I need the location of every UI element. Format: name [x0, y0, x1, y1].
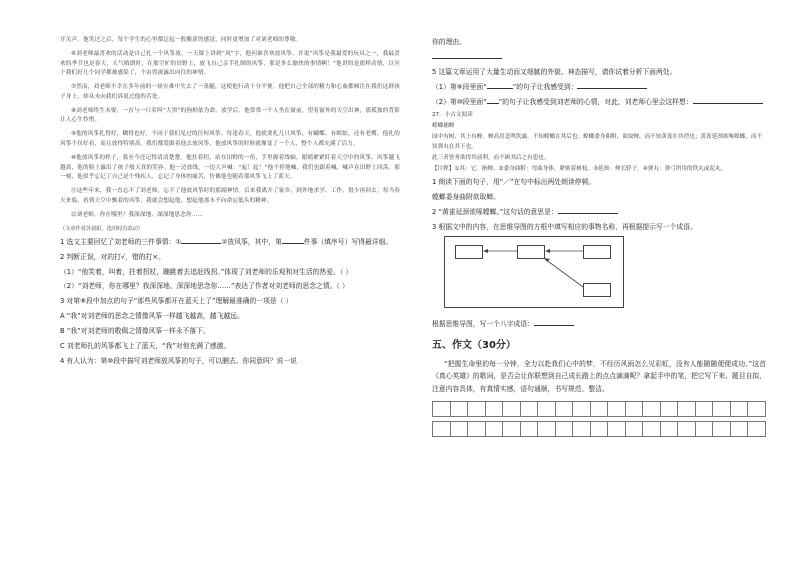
passage-paragraph: ⑩他放风筝的样子，我至今还记得清清楚楚。他拄着拐，站在田野的一角，手里握着线轴，眼睛紧紧盯着天空中的风筝。风筝越飞越高，他的脸上露出了孩子般天真的笑容。他一边放线，一边大声喊：“起！起！”他不停地喊，我们也跟着喊，喊声在田野上回荡。那一刻，他似乎忘记了自己是个残疾人，忘记了身体的痛苦，仿佛他也随着那风筝飞上了蓝天。	[60, 154, 400, 181]
question-2-item-2: （2）“刘老师，你在哪里？我深深地、深深地思念你……”表达了作者对刘老师的思念之情。（ ）	[60, 282, 349, 291]
question-3: 3 对第⑧段中加点的句子“那些风筝都开在蓝天上了”理解最准确的一项是（ ）	[60, 297, 293, 306]
classical-text: 此三者皆务欲得其前利，而不顾其后之有患也。	[432, 154, 550, 161]
passage-paragraph: ⑫刘老师，你在哪里？我深深地、深深地思念你……	[71, 211, 204, 218]
arrow	[545, 259, 583, 287]
right-column	[432, 36, 766, 437]
answer-blank[interactable]	[577, 81, 647, 89]
passage-paragraph: ⑪这些年来，我一直忘不了刘老师，忘不了他放风筝时的那副神情。后来我离开了家乡，到外地求学、工作，很少再回去。每当春天来临，看到天空中飘着的风筝，我就会想起他，想起他那永不向命运低头的精神。	[60, 188, 400, 204]
classical-notes: 【注释】①其：它，指蝉。②委身曲附：弯曲身体，紧贴着树枝。③延颈：伸长脖子。④弹丸：弹弓所用的铁丸或泥丸。	[432, 166, 727, 173]
question-2: 2 判断正误，对的打√，错的打×。	[60, 252, 165, 261]
passage-paragraph: ⑦然而，刘老师不幸在多年前的一场灾难中失去了一条腿，这使他行动十分不便。他把自己全部的精力和心血都倾注在我们这群孩子身上，却从未向我们诉说过他的苦处。	[60, 84, 400, 100]
composition-prompt: “把握生命里的每一分钟，全力以赴我们心中的梦，不经历风雨怎么见彩虹，没有人能随随便便成功。”这首《真心英雄》的歌词，是否会让你联想到自己成长路上的点点滴滴呢？拿起手中的笔，把它写下来。题目自拟，注意内容具体，有真情实感，语句通顺，书写规范、整洁。	[432, 359, 766, 393]
writing-grid[interactable]	[432, 401, 766, 437]
answer-blank[interactable]	[487, 81, 513, 89]
question-5-item-1	[432, 81, 766, 94]
question-5-item-2	[432, 96, 766, 109]
question-1-text-c: 件事（填序号）写得最详细。	[303, 237, 393, 246]
classical-question-3: 3 根据文中的内容，在思维导图的方框中填写相应的事物名称，再根据提示写一个成语。	[432, 222, 697, 231]
answer-blank[interactable]	[487, 96, 499, 104]
classical-title: 螳螂捕蝉	[432, 123, 455, 130]
answer-blank[interactable]	[558, 206, 618, 214]
question-3-option-a: A “我”对刘老师的思念之情像风筝一样越飞越高，越飞越远。	[60, 312, 244, 321]
question-5-item-1-text-b: ”的句子让我感受到：	[512, 82, 578, 91]
question-3-option-b: B “我”对刘老师的敬佩之情像风筝一样永不落下。	[60, 327, 210, 336]
classical-question-3-idiom	[432, 318, 766, 331]
question-4: 4 有人认为：第⑩段中描写刘老师放风筝的句子，可以删去。你同意吗？说一说	[60, 356, 297, 365]
classical-question-1-sentence: 螳螂委身曲附欲取蝉。	[432, 193, 500, 202]
question-5-item-1-text-a: （1）第⑥段里面“	[432, 82, 487, 91]
passage-paragraph: ⑥刘老师最喜欢的活动是自己扎一个风筝放。一天课上讲到“风”字，他问谁喜欢放风筝，并说“风筝是我最爱的玩具之一，我最喜欢的季节也是春天，天气晴朗时，在那空旷的田野上，放飞自己亲手扎制的风筝，那是多么愉快的事情啊！”他讲的是那样动情，以至于我们好几个同学都被感染了，不由得流露出向往的神情。	[60, 50, 400, 77]
classical-question-2-text: 2 “黄雀延颈欲啄螳螂。”这句话的意思是：	[432, 208, 558, 217]
passage-paragraph: ⑧刘老师终生未娶，一直与一只名叫“大黑”的狗相依为命。放学后，他常常一个人坐在窗前，望着窗外的天空出神，那孤独的背影让人心生怜惜。	[60, 107, 400, 124]
classical-question-2	[432, 206, 766, 219]
question-5-item-2-text-b: ”的句子让我感受到刘老师的心情，对此，刘老师心里会这样想：	[498, 97, 693, 106]
question-1-text-a: 1 选文主要回忆了刘老师的三件事情：①	[60, 237, 182, 246]
question-4-answer-line	[432, 51, 766, 64]
answer-blank[interactable]	[693, 96, 763, 104]
classical-question-3-idiom-text: 根据思维导图，写一个八字成语：	[432, 320, 534, 329]
answer-blank[interactable]	[181, 236, 221, 244]
question-4-continued: 你的理由。	[432, 38, 466, 46]
classical-question-1: 1 朗读下面的句子，用“／”在句中标出两处朗读停顿。	[432, 178, 596, 187]
arrow-head	[544, 258, 550, 262]
arrow-head	[483, 249, 488, 253]
mind-map-arrows	[445, 237, 623, 307]
question-1-text-b: ②放风筝，其中，第	[221, 237, 282, 246]
question-1	[60, 236, 400, 249]
passage-paragraph: 开关声。他笑过之后，每个学生的心里都泛起一股酸涩的感觉，同时更增加了对刘老师的尊敬。	[60, 37, 302, 43]
answer-blank[interactable]	[282, 236, 304, 244]
passage-paragraph: ⑨他的风筝扎得好，糊得也好，不同于我们见过的任何风筝。每逢春天，他就要扎几只风筝，有蝴蝶、有蜈蚣，还有老鹰。他扎的风筝不仅好看，而且放得特别高。我们都爱跟着他去放风筝，他放风筝的时候就像变了一个人，整个人都充满了活力。	[60, 131, 400, 148]
composition-heading: 五、作文（30分）	[432, 339, 516, 351]
question-3-option-c: C 刘老师扎的风筝都飞上了蓝天，“我”对他充满了感激。	[60, 341, 231, 350]
classical-text: 园中有树，其上有蝉。蝉高居悲鸣饮露，不知螳螂在其后也；螳螂委身曲附，欲取蝉，而不知黄雀在其傍也；黄雀延颈欲啄螳螂，而不知弹丸在其下也。	[432, 134, 763, 150]
question-2-item-1: （1）“他笑着，叫着，拄着拐杖，蹦跳着去追赶线拐。”体现了刘老师的乐观和对生活的热爱。（ ）	[60, 267, 353, 276]
passage-source: （文章作者苏叔阳，选用时有改动）	[60, 225, 144, 232]
mind-map-diagram	[444, 236, 624, 308]
section-27-heading: 27．小古文阅读	[432, 112, 473, 119]
left-column	[60, 36, 400, 370]
answer-blank[interactable]	[534, 318, 574, 326]
question-5: 5 这篇文章运用了大量生动而又细腻的外貌、神态描写，请你试着分析下面两处。	[432, 67, 677, 76]
arrow-head	[545, 249, 550, 253]
question-5-item-2-text-a: （2）第⑩段里面“	[432, 97, 487, 106]
answer-blank[interactable]	[432, 51, 502, 59]
